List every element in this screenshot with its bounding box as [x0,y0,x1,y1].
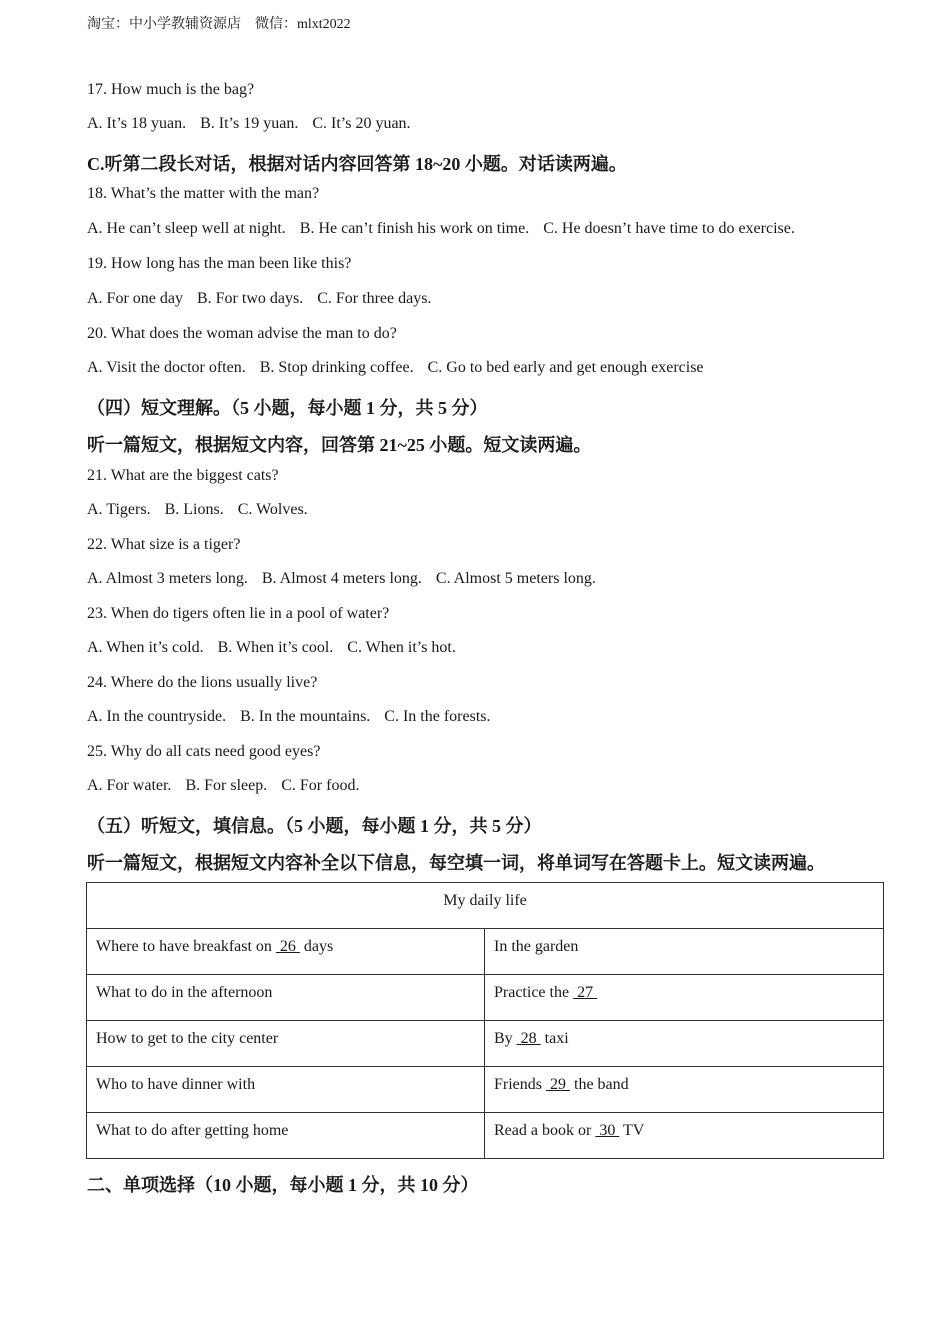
table-cell-item [87,1021,485,1067]
table-title: My daily life [87,883,884,929]
answer-option: A. Visit the doctor often. [87,359,246,376]
answer-options [87,708,505,726]
table-row [87,1113,884,1159]
table-cell-item [87,1113,485,1159]
question-text: 21. What are the biggest cats? [87,467,279,484]
answer-blank: 30 [595,1122,620,1139]
section-heading-single-choice: 二、单项选择（10 小题，每小题 1 分，共 10 分） [87,1175,479,1195]
answer-blank: 27 [573,984,598,1001]
section-heading: （五）听短文，填信息。（5 小题，每小题 1 分，共 5 分） [87,816,542,836]
answer-option: B. Lions. [164,501,224,518]
wechat-label: 微信：mlxt2022 [255,17,351,32]
answer-options [87,115,425,133]
answer-option: A. Tigers. [87,501,151,518]
question-text: 22. What size is a tiger? [87,536,241,553]
table-cell-info [485,1113,884,1159]
answer-option: C. For food. [281,777,360,794]
answer-option: A. In the countryside. [87,708,227,725]
table-cell-info [485,1067,884,1113]
cell-text: Who to have dinner with [96,1076,256,1093]
table-row [87,1067,884,1113]
answer-option: B. Almost 4 meters long. [261,570,422,587]
cell-text: What to do after getting home [96,1122,289,1139]
table-cell-item [87,929,485,975]
answer-option: B. It’s 19 yuan. [200,115,299,132]
answer-option: B. For sleep. [185,777,268,794]
answer-option: B. He can’t finish his work on time. [299,220,530,237]
question-text: 24. Where do the lions usually live? [87,674,318,691]
table-row [87,1021,884,1067]
question-text: 23. When do tigers often lie in a pool of water? [87,605,390,622]
answer-option: A. He can’t sleep well at night. [87,220,286,237]
cell-text: days [299,938,334,955]
section-heading: C.听第二段长对话，根据对话内容回答第 18~20 小题。对话读两遍。 [87,154,627,174]
table-title-row [87,883,884,929]
cell-text: Practice the [494,984,574,1001]
cell-text: TV [619,1122,645,1139]
cell-text: taxi [540,1030,569,1047]
answer-blank: 29 [546,1076,570,1093]
answer-options [87,570,610,588]
answer-option: C. Wolves. [237,501,308,518]
answer-option: C. Go to bed early and get enough exercise [427,359,704,376]
question-text: 17. How much is the bag? [87,81,255,98]
table-cell-info [485,975,884,1021]
page-header [87,13,351,33]
cell-text: How to get to the city center [96,1030,279,1047]
answer-option: A. For water. [87,777,172,794]
table-cell-item [87,975,485,1021]
cell-text: What to do in the afternoon [96,984,273,1001]
shop-label: 淘宝：中小学教辅资源店 [87,17,241,32]
cell-text: Where to have breakfast on [96,938,276,955]
cell-text: Friends [494,1076,546,1093]
section-heading: 听一篇短文，根据短文内容，回答第 21~25 小题。短文读两遍。 [87,435,592,455]
table-cell-info [485,929,884,975]
table-cell-item [87,1067,485,1113]
answer-option: C. When it’s hot. [347,639,456,656]
question-text: 19. How long has the man been like this? [87,255,352,272]
answer-blank: 26 [275,938,300,955]
answer-option: C. It’s 20 yuan. [312,115,411,132]
table-row [87,975,884,1021]
answer-options [87,220,809,238]
answer-option: C. In the forests. [384,708,491,725]
answer-option: B. When it’s cool. [217,639,334,656]
answer-options [87,777,373,795]
answer-option: A. Almost 3 meters long. [87,570,248,587]
answer-blank: 28 [516,1030,541,1047]
answer-option: C. For three days. [317,290,432,307]
section-heading: 听一篇短文，根据短文内容补全以下信息，每空填一词，将单词写在答题卡上。短文读两遍。 [87,853,825,873]
section-heading: （四）短文理解。（5 小题，每小题 1 分，共 5 分） [87,398,488,418]
info-table [86,882,884,1159]
answer-option: A. When it’s cold. [87,639,204,656]
answer-option: C. Almost 5 meters long. [435,570,596,587]
answer-option: A. For one day [87,290,183,307]
cell-text: By [494,1030,517,1047]
table-cell-info [485,1021,884,1067]
question-text: 25. Why do all cats need good eyes? [87,743,321,760]
answer-option: C. He doesn’t have time to do exercise. [543,220,795,237]
cell-text: the band [570,1076,629,1093]
answer-option: A. It’s 18 yuan. [87,115,187,132]
answer-option: B. In the mountains. [240,708,371,725]
answer-option: B. For two days. [196,290,304,307]
answer-options [87,290,445,308]
cell-text: Read a book or [494,1122,596,1139]
table-row [87,929,884,975]
question-text: 20. What does the woman advise the man to do? [87,325,397,342]
answer-option: B. Stop drinking coffee. [259,359,414,376]
answer-options [87,501,322,519]
answer-options [87,359,718,377]
cell-text: In the garden [494,938,579,955]
answer-options [87,639,470,657]
question-text: 18. What’s the matter with the man? [87,185,320,202]
